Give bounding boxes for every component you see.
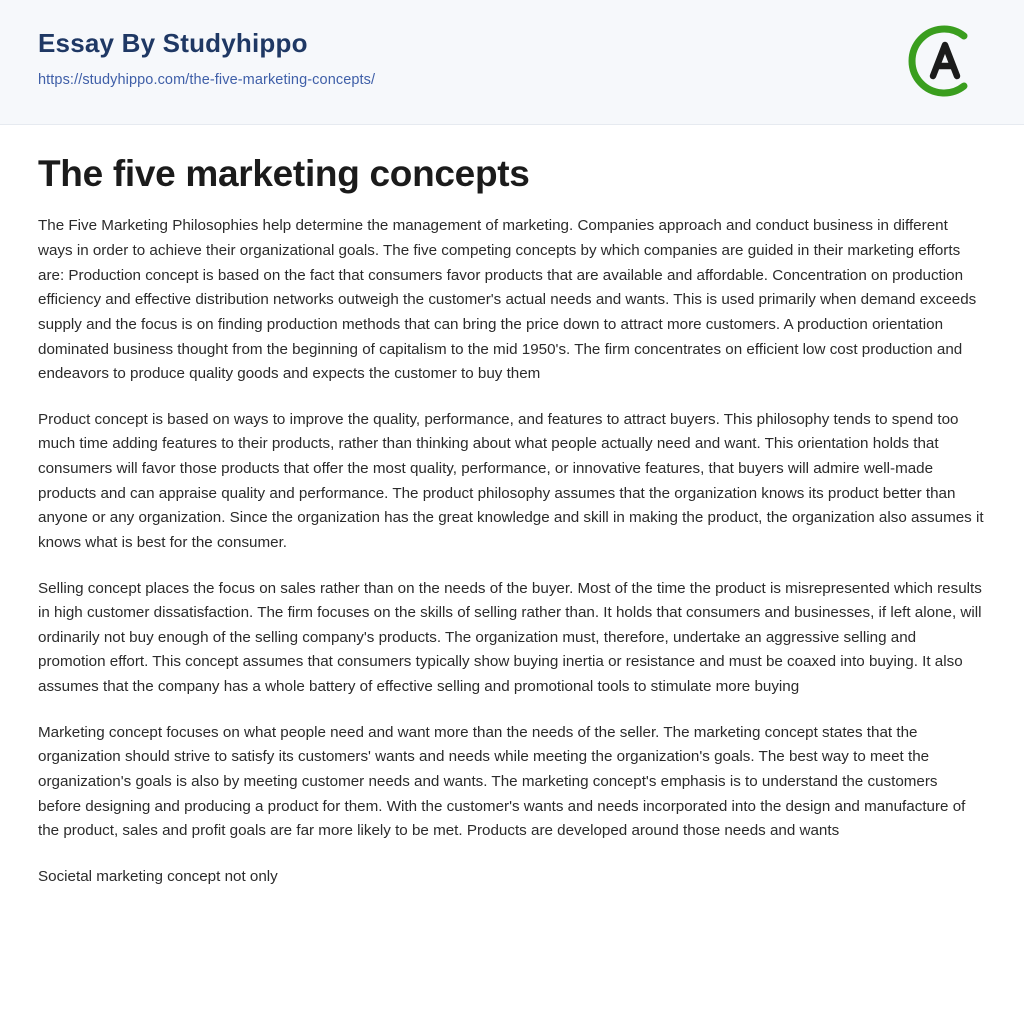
site-brand (38, 28, 984, 59)
source-url[interactable]: https://studyhippo.com/the-five-marketing-concepts/ (38, 72, 376, 89)
brand-name: Studyhippo (162, 28, 308, 58)
paragraph: Societal marketing concept not only (38, 867, 278, 885)
paragraph: The Five Marketing Philosophies help determine the management of marketing. Companies approach and conduct business in different ways in order to achieve their organizational goals. The five competing concepts by which companies are guided in their marketing efforts are: Production concept is based on the fact that consumers favor products that are available and affordable. Concentration on production efficiency and effective distribution networks outweigh the customer's actual needs and wants. This is used primarily when demand exceeds supply and the focus is on finding production methods that can bring the price down to attract more customers. A production orientation dominated business thought from the beginning of capitalism to the mid 1950's. The firm concentrates on efficient low cost production and endeavors to produce quality goods and expects the customer to buy them (38, 217, 977, 383)
article-body (0, 125, 1024, 919)
site-header (0, 0, 1024, 125)
paragraph: Selling concept places the focus on sales rather than on the needs of the buyer. Most of the time the product is misrepresented which results in high customer dissatisfaction. The firm focuses on the skills of selling rather than. It holds that consumers and businesses, if left alone, will ordinarily not buy enough of the selling company's products. The organization must, therefore, undertake an aggressive selling and promotion effort. This concept assumes that consumers typically show buying inertia or resistance and must be coaxed into buying. It also assumes that the company has a whole battery of effective selling and promotional tools to stimulate more buying (38, 579, 982, 696)
paragraph: Product concept is based on ways to improve the quality, performance, and features to attract buyers. This philosophy tends to spend too much time adding features to their products, rather than thinking about what people actually need and want. This orientation holds that consumers will favor those products that offer the most quality, performance, or innovative features, that buyers will admire well-made products and can appraise quality and performance. The product philosophy assumes that the organization knows its product better than anyone or any organization. Since the organization has the great knowledge and skill in making the product, the organization also assumes it knows what is best for the consumer. (38, 410, 984, 551)
studyhippo-logo-icon (906, 22, 984, 100)
brand-prefix: Essay By (38, 28, 163, 58)
paragraph: Marketing concept focuses on what people need and want more than the needs of the seller. The marketing concept states that the organization should strive to satisfy its customers' wants and needs while meeting the organization's goals. The best way to meet the organization's goals is also by meeting customer needs and wants. The marketing concept's emphasis is to understand the customers before designing and producing a product for them. With the customer's wants and needs incorporated into the design and manufacture of the product, sales and profit goals are far more likely to be met. Products are developed around those needs and wants (38, 723, 966, 840)
page-title: The five marketing concepts (38, 153, 530, 194)
